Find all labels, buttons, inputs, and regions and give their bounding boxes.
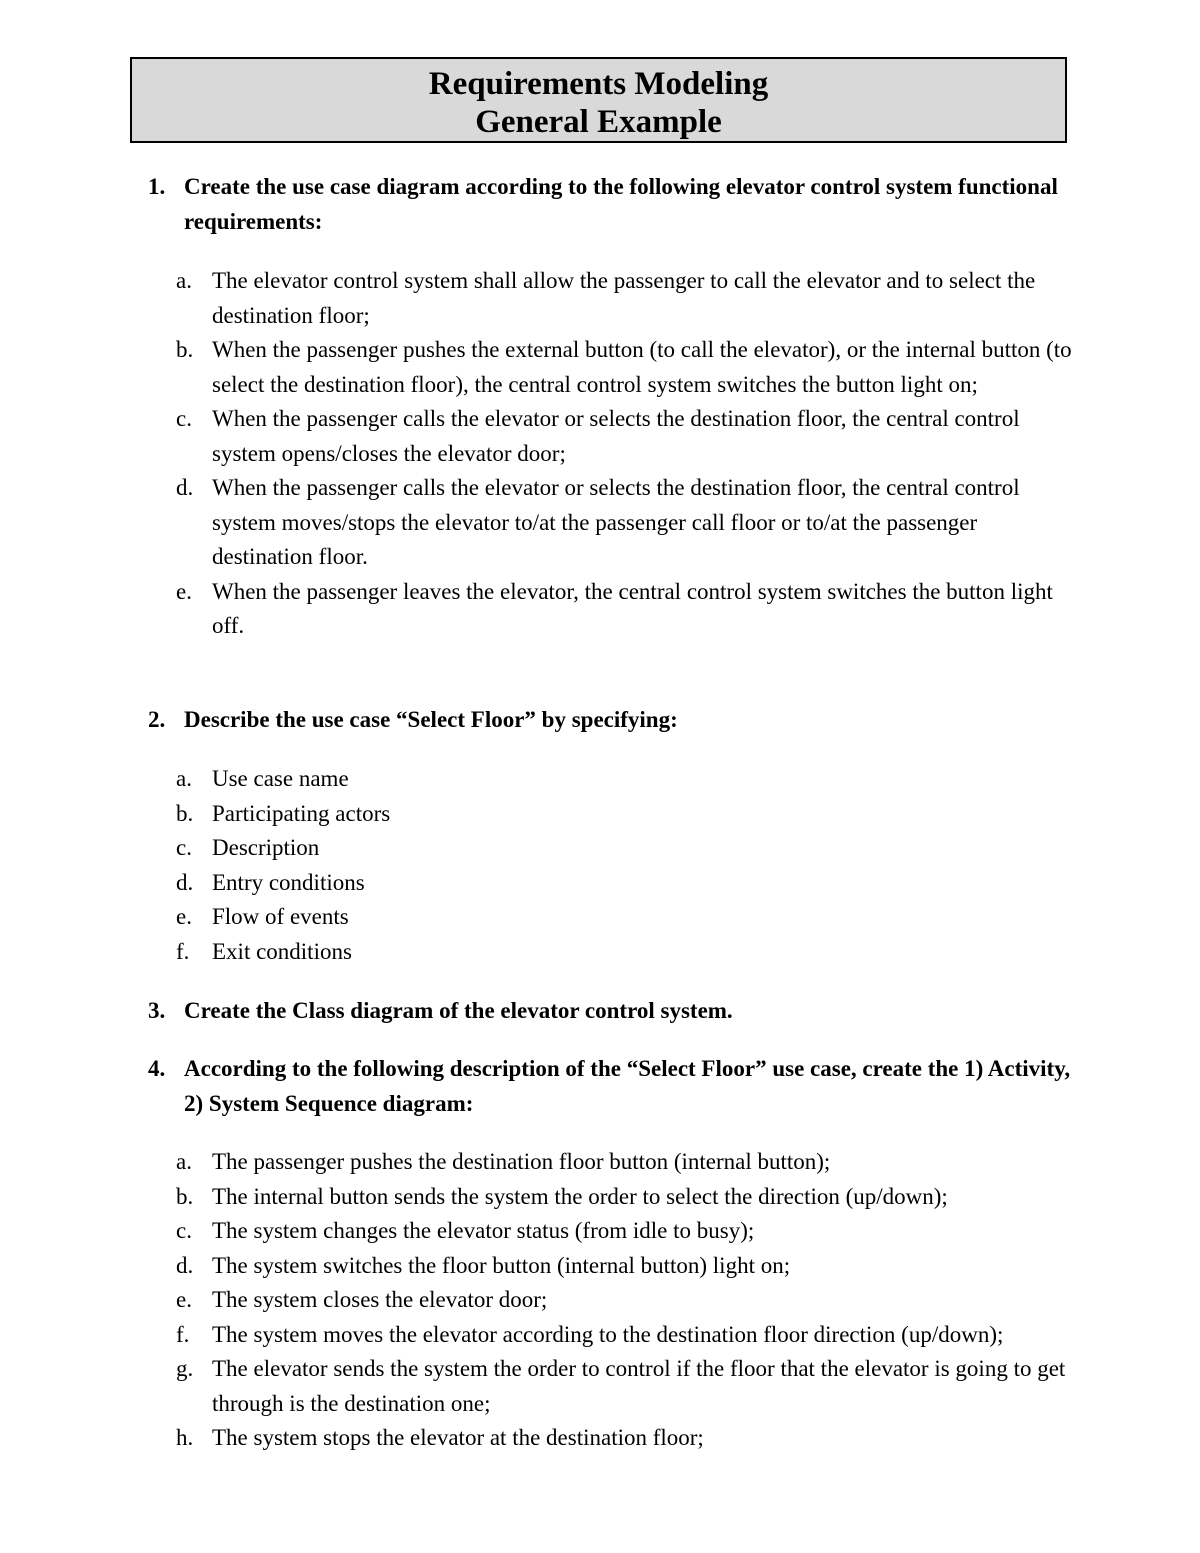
item-text: Exit conditions bbox=[212, 938, 352, 964]
item-letter: d. bbox=[176, 869, 194, 895]
list-item bbox=[0, 1421, 1200, 1456]
list-item bbox=[0, 1145, 1200, 1180]
item-letter: e. bbox=[176, 1287, 192, 1312]
list-item bbox=[0, 1180, 1200, 1215]
item-letter: d. bbox=[176, 475, 194, 500]
list-item bbox=[0, 264, 1200, 333]
question-number: 3. bbox=[148, 998, 166, 1023]
item-letter: a. bbox=[176, 1149, 192, 1174]
list-item bbox=[0, 333, 1200, 402]
list-item bbox=[0, 1283, 1200, 1318]
item-text: When the passenger pushes the external button (to call the elevator), or the internal button (to select the destination floor), the central control system switches the button light on; bbox=[212, 337, 1072, 397]
item-letter: h. bbox=[176, 1425, 194, 1450]
list-item bbox=[0, 797, 1200, 832]
item-letter: f. bbox=[176, 938, 190, 964]
question-text: Create the Class diagram of the elevator control system. bbox=[184, 998, 733, 1023]
item-text: Use case name bbox=[212, 766, 349, 791]
item-letter: g. bbox=[176, 1356, 194, 1381]
item-text: Description bbox=[212, 835, 320, 860]
item-text: When the passenger leaves the elevator, the central control system switches the button light off. bbox=[212, 578, 1053, 638]
question-number: 4. bbox=[148, 1056, 166, 1081]
list-item bbox=[0, 1318, 1200, 1353]
item-letter: b. bbox=[176, 800, 194, 826]
item-letter: e. bbox=[176, 578, 192, 604]
list-item bbox=[0, 1352, 1200, 1421]
item-text: Participating actors bbox=[212, 800, 391, 826]
item-text: When the passenger calls the elevator or selects the destination floor, the central control system opens/closes the elevator door; bbox=[212, 406, 1020, 466]
item-letter: a. bbox=[176, 268, 192, 293]
question-text: Describe the use case “Select Floor” by specifying: bbox=[184, 707, 678, 732]
question-number: 2. bbox=[148, 707, 166, 732]
item-text: The passenger pushes the destination floor button (internal button); bbox=[212, 1149, 831, 1174]
item-letter: c. bbox=[176, 835, 192, 860]
list-item bbox=[0, 1249, 1200, 1284]
item-letter: d. bbox=[176, 1252, 194, 1278]
question-2-items bbox=[0, 762, 1200, 969]
item-text: The system stops the elevator at the destination floor; bbox=[212, 1425, 704, 1450]
item-letter: b. bbox=[176, 337, 194, 362]
question-text: Create the use case diagram according to the following elevator control system functional requirements: bbox=[184, 174, 1058, 234]
item-letter: f. bbox=[176, 1321, 190, 1347]
list-item bbox=[0, 866, 1200, 901]
question-number: 1. bbox=[148, 174, 166, 199]
item-text: The system moves the elevator according to the destination floor direction (up/down); bbox=[212, 1321, 1004, 1347]
item-text: The system switches the floor button (internal button) light on; bbox=[212, 1252, 791, 1278]
list-item bbox=[0, 762, 1200, 797]
title-box bbox=[130, 57, 1067, 143]
list-item bbox=[0, 402, 1200, 471]
title-line-2: General Example bbox=[475, 104, 722, 140]
item-text: Flow of events bbox=[212, 904, 349, 929]
item-letter: e. bbox=[176, 904, 192, 929]
item-text: The system changes the elevator status (from idle to busy); bbox=[212, 1218, 755, 1243]
item-text: When the passenger calls the elevator or selects the destination floor, the central control system moves/stops the elevator to/at the passenger call floor or to/at the passenger destination floor. bbox=[212, 475, 1020, 569]
item-letter: b. bbox=[176, 1183, 194, 1209]
item-text: Entry conditions bbox=[212, 869, 365, 895]
list-item bbox=[0, 900, 1200, 935]
list-item bbox=[0, 575, 1200, 644]
item-text: The internal button sends the system the order to select the direction (up/down); bbox=[212, 1183, 948, 1209]
question-4-items bbox=[0, 1145, 1200, 1456]
item-text: The elevator sends the system the order to control if the floor that the elevator is going to get through is the destination one; bbox=[212, 1356, 1066, 1416]
list-item bbox=[0, 831, 1200, 866]
item-text: The system closes the elevator door; bbox=[212, 1287, 548, 1312]
item-letter: c. bbox=[176, 1218, 192, 1243]
question-1-items bbox=[0, 264, 1200, 644]
question-text: According to the following description of the “Select Floor” use case, create the 1) Activity, 2) System Sequence diagram: bbox=[184, 1056, 1071, 1116]
list-item bbox=[0, 1214, 1200, 1249]
list-item bbox=[0, 471, 1200, 575]
item-text: The elevator control system shall allow the passenger to call the elevator and to select the destination floor; bbox=[212, 268, 1036, 328]
list-item bbox=[0, 935, 1200, 970]
title-line-1: Requirements Modeling bbox=[428, 66, 769, 102]
item-letter: a. bbox=[176, 766, 192, 791]
item-letter: c. bbox=[176, 406, 192, 431]
